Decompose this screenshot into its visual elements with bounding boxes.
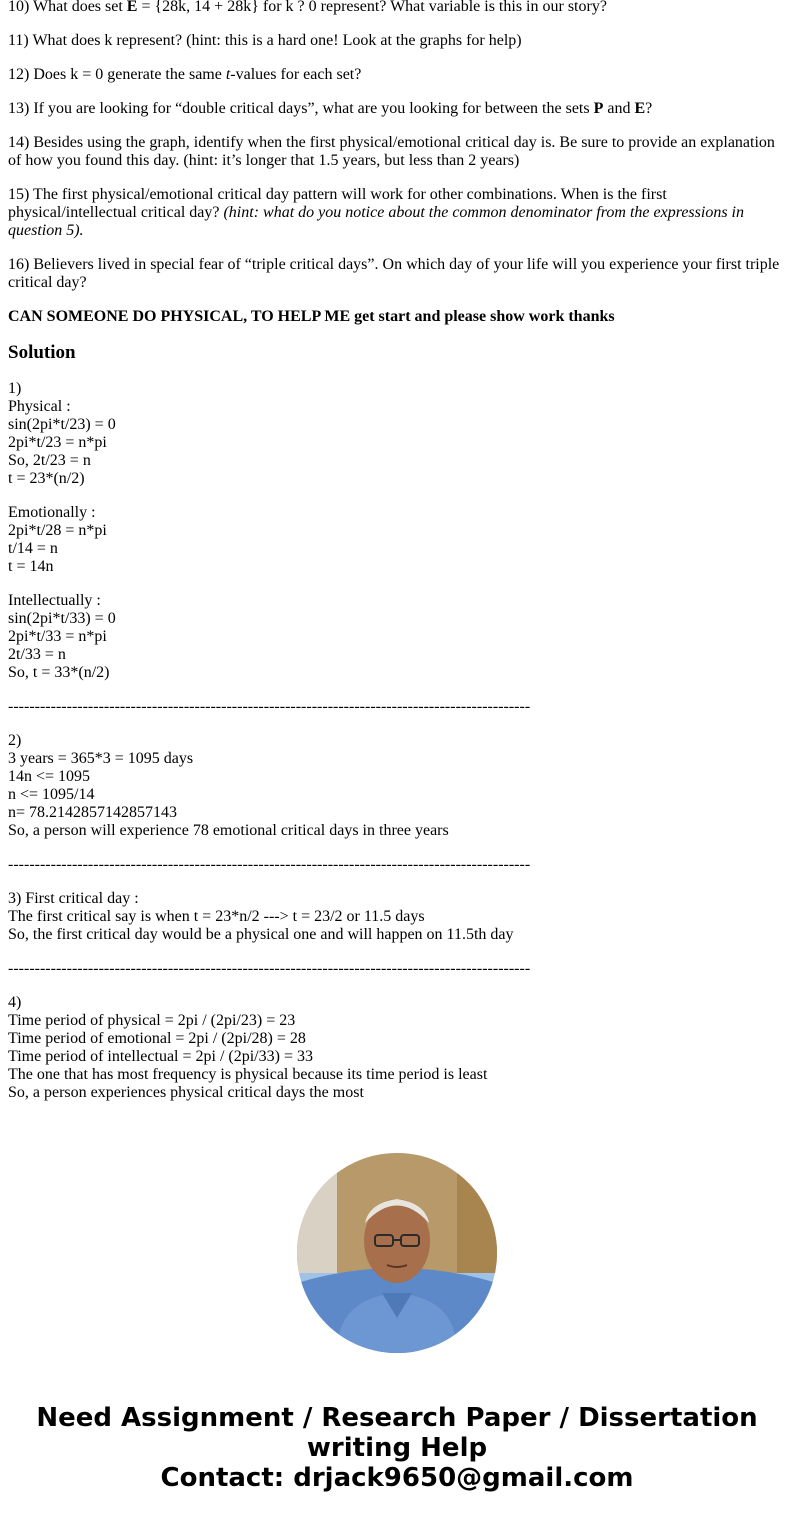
question-13: 13) If you are looking for “double critical days”, what are you looking for between the sets P and E? xyxy=(8,100,653,117)
separator-line: -------------------------------------------------------------------------------------------------- xyxy=(8,960,531,977)
tutor-photo xyxy=(297,1153,497,1353)
question-page xyxy=(8,0,786,1118)
separator-line: -------------------------------------------------------------------------------------------------- xyxy=(8,856,531,873)
help-request: CAN SOMEONE DO PHYSICAL, TO HELP ME get start and please show work thanks xyxy=(8,308,615,325)
footer-contact: Contact: drjack9650@gmail.com xyxy=(160,1463,634,1493)
footer-line-2: writing Help xyxy=(306,1433,488,1463)
footer-line-1: Need Assignment / Research Paper / Dissertation xyxy=(36,1403,758,1433)
question-12: 12) Does k = 0 generate the same t-values for each set? xyxy=(8,66,362,83)
solution-3: 3) First critical day : The first critical say is when t = 23*n/2 ---> t = 23/2 or 11.5 days So, the first critical day would be a physical one and will happen on 11.5th day xyxy=(8,890,514,943)
solution-1-intellectual: Intellectually : sin(2pi*t/33) = 0 2pi*t/33 = n*pi 2t/33 = n So, t = 33*(n/2) xyxy=(8,592,116,681)
solution-1: 1) Physical : sin(2pi*t/23) = 0 2pi*t/23 = n*pi So, 2t/23 = n t = 23*(n/2) xyxy=(8,380,116,487)
solution-1-emotional: Emotionally : 2pi*t/28 = n*pi t/14 = n t = 14n xyxy=(8,504,107,575)
tutor-avatar xyxy=(297,1153,497,1353)
question-11: 11) What does k represent? (hint: this is a hard one! Look at the graphs for help) xyxy=(8,32,522,49)
question-16: 16) Believers lived in special fear of “triple critical days”. On which day of your life will you experience your first triple critical day? xyxy=(8,256,780,291)
question-15: 15) The first physical/emotional critical day pattern will work for other combinations. When is the first physical/intellectual critical day? (hint: what do you notice about the common denominator from the expressions in question 5). xyxy=(8,186,744,239)
separator-line: -------------------------------------------------------------------------------------------------- xyxy=(8,698,531,715)
question-14: 14) Besides using the graph, identify when the first physical/emotional critical day is. Be sure to provide an explanation of how you found this day. (hint: it’s longer that 1.5 years, but less than 2 years) xyxy=(8,134,775,169)
question-10: 10) What does set E = {28k, 14 + 28k} for k ? 0 represent? What variable is this in our story? xyxy=(8,0,607,15)
solution-2: 2) 3 years = 365*3 = 1095 days 14n <= 1095 n <= 1095/14 n= 78.2142857142857143 So, a person will experience 78 emotional critical days in three years xyxy=(8,732,449,839)
solution-4: 4) Time period of physical = 2pi / (2pi/23) = 23 Time period of emotional = 2pi / (2pi/28) = 28 Time period of intellectual = 2pi / (2pi/33) = 33 The one that has most frequency is physical because its time period is least So, a person experiences physical critical days the most xyxy=(8,994,488,1101)
footer-ad xyxy=(0,1403,794,1493)
solution-title: Solution xyxy=(8,342,76,363)
